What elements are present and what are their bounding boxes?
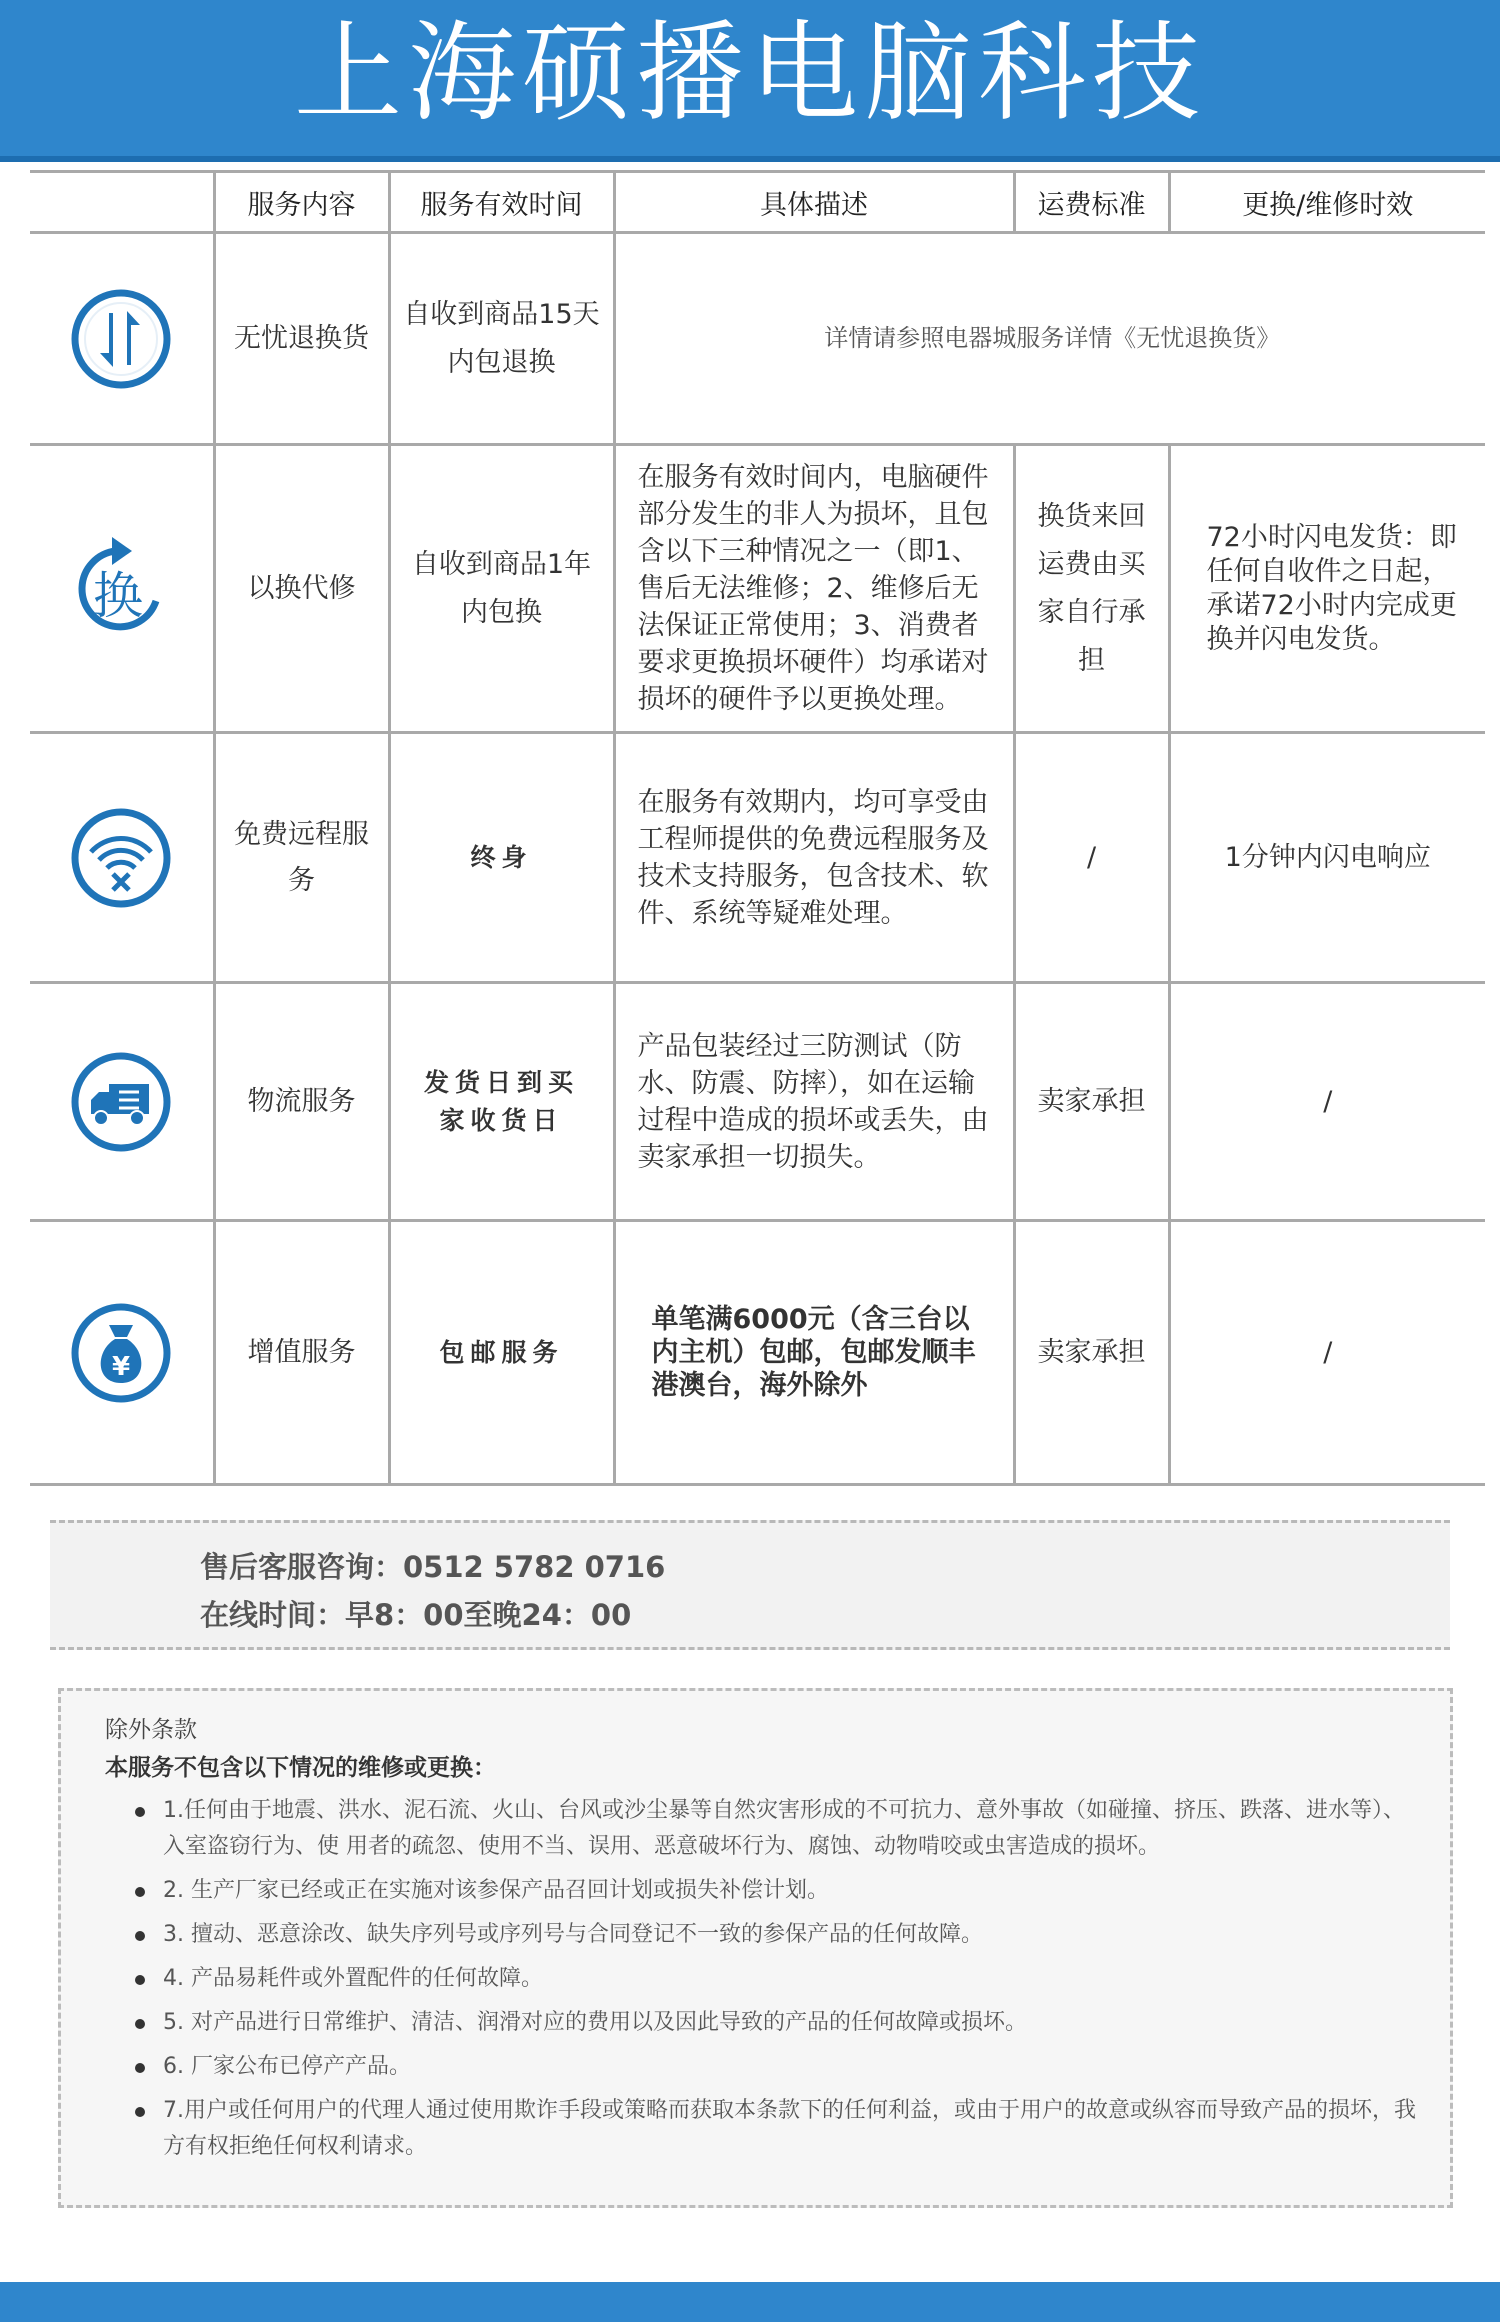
- service-description: 在服务有效期内，均可享受由工程师提供的免费远程服务及技术支持服务，包含技术、软件、系统等疑难处理。: [614, 733, 1014, 983]
- contact-panel: [50, 1520, 1450, 1650]
- list-item: 4. 产品易耗件或外置配件的任何故障。: [101, 1961, 1421, 1997]
- shipping-standard: /: [1014, 733, 1169, 983]
- service-name: 物流服务: [214, 983, 389, 1221]
- service-description: 产品包装经过三防测试（防水、防震、防摔），如在运输过程中造成的损坏或丢失，由卖家承担一切损失。: [614, 983, 1014, 1221]
- list-item: 2. 生产厂家已经或正在实施对该参保产品召回计划或损失补偿计划。: [101, 1873, 1421, 1909]
- money-bag-icon-glyph: ¥: [112, 1351, 131, 1382]
- shipping-standard: 卖家承担: [1014, 983, 1169, 1221]
- return-arrows-icon: [69, 287, 173, 391]
- exclusions-title: 除外条款: [105, 1717, 197, 1743]
- truck-icon: [69, 1050, 173, 1154]
- column-header: 具体描述: [614, 172, 1014, 233]
- contact-hours: 在线时间：早8：00至晚24：00: [200, 1598, 632, 1632]
- exclusions-list: [101, 1793, 1421, 2173]
- service-name: 增值服务: [214, 1221, 389, 1485]
- service-time: 自收到商品1年内包换: [389, 445, 614, 733]
- row-icon-cell: [30, 983, 214, 1221]
- timeliness: 72小时闪电发货：即任何自收件之日起，承诺72小时内完成更换并闪电发货。: [1169, 445, 1485, 733]
- column-header: 服务内容: [214, 172, 389, 233]
- exclusions-panel: [58, 1688, 1453, 2208]
- column-header: 运费标准: [1014, 172, 1169, 233]
- column-header: 更换/维修时效: [1169, 172, 1485, 233]
- list-item: 1.任何由于地震、洪水、泥石流、火山、台风或沙尘暴等自然灾害形成的不可抗力、意外事故（如碰撞、挤压、跌落、进水等）、入室盗窃行为、使 用者的疏忽、使用不当、误用、恶意破坏行为、腐蚀、动物啃咬或虫害造成的损坏。: [101, 1793, 1421, 1865]
- table-row: [30, 983, 1485, 1221]
- header-blank: [30, 172, 214, 233]
- timeliness: /: [1169, 983, 1485, 1221]
- exchange-icon-glyph: 换: [93, 566, 144, 625]
- table-row: [30, 445, 1485, 733]
- service-time: 终身: [389, 733, 614, 983]
- table-row: [30, 1221, 1485, 1485]
- service-name: 免费远程服务: [214, 733, 389, 983]
- exchange-icon: [66, 529, 176, 649]
- service-description: 详情请参照电器城服务详情《无忧退换货》: [614, 233, 1485, 445]
- list-item: 5. 对产品进行日常维护、清洁、润滑对应的费用以及因此导致的产品的任何故障或损坏。: [101, 2005, 1421, 2041]
- header-banner: [0, 0, 1500, 162]
- table-header-row: [30, 172, 1485, 233]
- timeliness: /: [1169, 1221, 1485, 1485]
- service-time: 包邮服务: [389, 1221, 614, 1485]
- service-time: 自收到商品15天内包退换: [389, 233, 614, 445]
- page-title: 上海硕播电脑科技: [293, 11, 1206, 136]
- service-name: 无忧退换货: [214, 233, 389, 445]
- shipping-standard: 卖家承担: [1014, 1221, 1169, 1485]
- exclusions-subtitle: 本服务不包含以下情况的维修或更换：: [105, 1755, 496, 1781]
- service-description: 单笔满6000元（含三台以内主机）包邮，包邮发顺丰港澳台，海外除外: [614, 1221, 1014, 1485]
- list-item: 6. 厂家公布已停产产品。: [101, 2049, 1421, 2085]
- column-header: 服务有效时间: [389, 172, 614, 233]
- row-icon-cell: [30, 233, 214, 445]
- wifi-tools-icon: [69, 806, 173, 910]
- table-row: [30, 733, 1485, 983]
- service-time: 发货日到买家收货日: [389, 983, 614, 1221]
- service-description: 在服务有效时间内，电脑硬件部分发生的非人为损坏，且包含以下三种情况之一（即1、售后无法维修；2、维修后无法保证正常使用；3、消费者要求更换损坏硬件）均承诺对损坏的硬件予以更换处理。: [614, 445, 1014, 733]
- service-name: 以换代修: [214, 445, 389, 733]
- list-item: 7.用户或任何用户的代理人通过使用欺诈手段或策略而获取本条款下的任何利益，或由于用户的故意或纵容而导致产品的损坏，我方有权拒绝任何权利请求。: [101, 2093, 1421, 2165]
- shipping-standard: 换货来回运费由买家自行承担: [1014, 445, 1169, 733]
- table-row: [30, 233, 1485, 445]
- money-bag-icon: [69, 1301, 173, 1405]
- row-icon-cell: [30, 1221, 214, 1485]
- row-icon-cell: [30, 733, 214, 983]
- row-icon-cell: [30, 445, 214, 733]
- list-item: 3. 擅动、恶意涂改、缺失序列号或序列号与合同登记不一致的参保产品的任何故障。: [101, 1917, 1421, 1953]
- contact-phone: 售后客服咨询：0512 5782 0716: [200, 1550, 666, 1584]
- timeliness: 1分钟内闪电响应: [1169, 733, 1485, 983]
- footer-bar: [0, 2282, 1500, 2322]
- service-table: [30, 170, 1485, 1486]
